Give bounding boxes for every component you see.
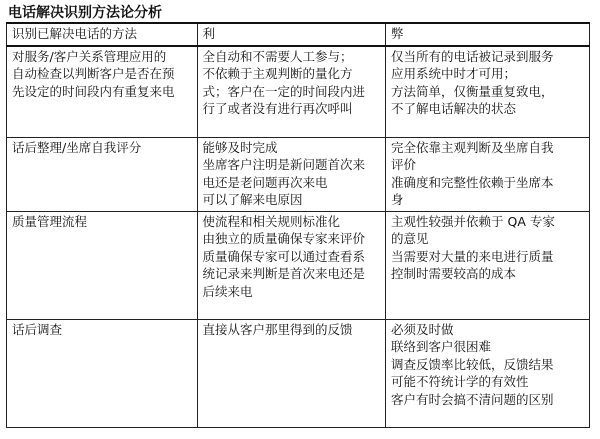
method-cell (7, 137, 198, 211)
cell-line: 仅当所有的电话被记录到服务 (391, 48, 554, 64)
cell-line: 必须及时做 (391, 321, 454, 337)
cell-line: 质量管理流程 (12, 213, 88, 229)
method-cell (7, 319, 198, 427)
cell-line: 统记录来判断是首次来电还是 (202, 266, 366, 281)
cell-line: 控制时需要较高的成本 (391, 266, 517, 281)
cell-line: 能够及时完成 (202, 139, 278, 155)
header-cons: 弊 (386, 23, 590, 46)
cell-line: 客户有时会搞不清问题的区别 (391, 391, 554, 407)
pros-cell (197, 137, 385, 211)
cons-cell (386, 137, 590, 211)
cell-line: 评价 (391, 157, 417, 172)
cell-line: 行了或者没有进行再次呼叫 (202, 101, 353, 116)
comparison-table (6, 22, 590, 428)
cell-line: 由独立的质量确保专家来评价 (202, 231, 366, 246)
cell-line: 全自动和不需要人工参与； (202, 48, 353, 64)
cons-cell (386, 319, 590, 427)
header-pros: 利 (197, 23, 385, 46)
cell-line: 质量确保专家可以通过查看系 (202, 248, 366, 264)
table-header-row (7, 23, 590, 46)
table-row (7, 319, 590, 427)
cell-line: 先设定的时间段内有重复来电 (12, 83, 175, 99)
pros-cell (197, 211, 385, 319)
cell-line: 坐席客户注明是新问题首次来 (202, 157, 366, 172)
cell-line: 主观性较强并依赖于 QA 专家 (391, 213, 555, 229)
table-row (7, 211, 590, 319)
cons-cell (386, 46, 590, 138)
cell-line: 身 (391, 192, 404, 207)
cell-line: 调查反馈率比较低，反馈结果 (391, 356, 554, 372)
cell-line: 直接从客户那里得到的反馈 (202, 321, 353, 337)
cell-line: 联络到客户很困难 (391, 339, 492, 354)
cell-line: 可以了解来电原因 (202, 192, 303, 207)
cell-line: 可能不符统计学的有效性 (391, 374, 529, 389)
cell-line: 应用系统中时才可用； (391, 66, 517, 81)
cell-line: 不了解电话解决的状态 (391, 101, 517, 116)
pros-cell (197, 46, 385, 138)
cell-line: 使流程和相关规则标准化 (202, 213, 341, 229)
table-row (7, 137, 590, 211)
cell-line: 当需要对大量的来电进行质量 (391, 248, 554, 264)
cell-line: 后续来电 (202, 283, 253, 299)
cell-line: 电还是老问题再次来电 (202, 174, 328, 190)
method-cell (7, 46, 198, 138)
cell-line: 话后调查 (12, 321, 63, 337)
cell-line: 不依赖于主观判断的量化方 (202, 66, 353, 81)
cell-line: 方法简单，仅衡量重复致电， (391, 83, 554, 99)
cell-line: 完全依靠主观判断及坐席自我 (391, 139, 554, 155)
cell-line: 准确度和完整性依赖于坐席本 (391, 174, 554, 190)
cell-line: 的意见 (391, 231, 429, 246)
pros-cell (197, 319, 385, 427)
cell-line: 式；客户在一定的时间段内进 (202, 83, 366, 99)
header-method: 识别已解决电话的方法 (7, 23, 198, 46)
cons-cell (386, 211, 590, 319)
cell-line: 话后整理/坐席自我评分 (12, 139, 142, 155)
document-title: 电话解决识别方法论分析 (8, 5, 162, 21)
cell-line: 自动检查以判断客户是否在预 (12, 66, 175, 81)
method-cell (7, 211, 198, 319)
cell-line: 对服务/客户关系管理应用的 (12, 48, 167, 64)
table-row (7, 46, 590, 138)
